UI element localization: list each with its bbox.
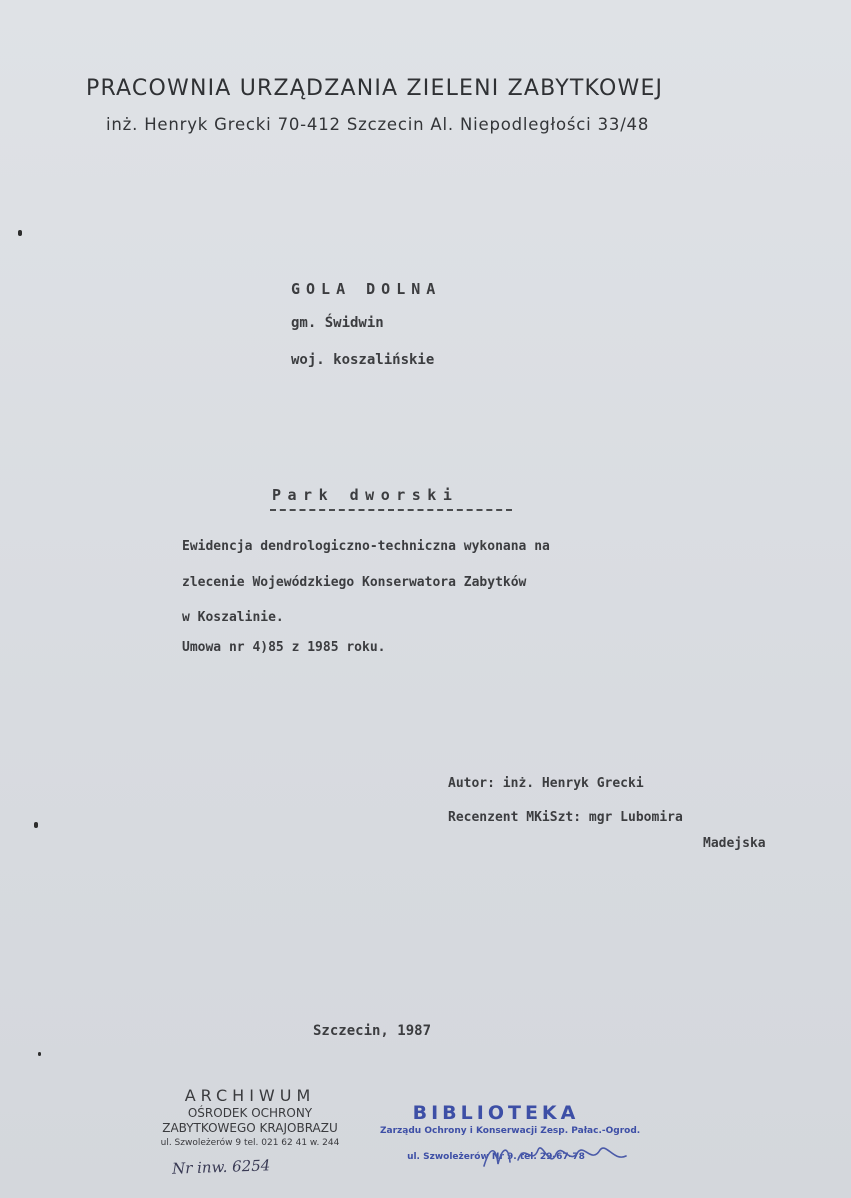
description-line: w Koszalinie. (182, 610, 284, 625)
place-date: Szczecin, 1987 (313, 1023, 432, 1039)
library-stamp-address: ul. Szwoleżerów Nr 9. tel. 29-67-78 (407, 1152, 585, 1162)
location-voivodeship: woj. koszalińskie (291, 352, 435, 368)
archive-stamp-line: ZABYTKOWEGO KRAJOBRAZU (162, 1121, 338, 1135)
reviewer-surname: Madejska (703, 836, 766, 851)
author-line: Autor: inż. Henryk Grecki (448, 776, 644, 791)
archive-stamp (140, 1086, 360, 1150)
library-stamp-title: BIBLIOTEKA (412, 1102, 580, 1124)
reviewer-line: Recenzent MKiSzt: mgr Lubomira (448, 810, 683, 825)
contract-line: Umowa nr 4)85 z 1985 roku. (182, 640, 386, 655)
document-title: Park dworski (272, 486, 459, 504)
archive-stamp-line: OŚRODEK OCHRONY (187, 1106, 313, 1120)
letterhead-address: inż. Henryk Grecki 70-412 Szczecin Al. Niepodległości 33/48 (106, 115, 650, 134)
handwritten-inventory-number: Nr inw. 6254 (171, 1156, 271, 1178)
hole-mark (34, 822, 38, 828)
location-gmina: gm. Świdwin (291, 315, 384, 331)
letterhead-title: PRACOWNIA URZĄDZANIA ZIELENI ZABYTKOWEJ (86, 76, 664, 101)
hole-mark (38, 1052, 41, 1056)
handwritten-signature (480, 1136, 630, 1176)
description-line: zlecenie Wojewódzkiego Konserwatora Zabytków (182, 575, 527, 590)
archive-stamp-title: ARCHIWUM (184, 1086, 316, 1105)
library-stamp-line: Zarządu Ochrony i Konserwacji Zesp. Pałac.-Ogrod. (380, 1126, 641, 1136)
description-line: Ewidencja dendrologiczno-techniczna wykonana na (182, 539, 550, 554)
archive-stamp-address: ul. Szwoleżerów 9 tel. 021 62 41 w. 244 (160, 1138, 340, 1148)
title-underline (270, 509, 512, 511)
location-name: GOLA DOLNA (291, 280, 442, 298)
hole-mark (18, 230, 22, 236)
